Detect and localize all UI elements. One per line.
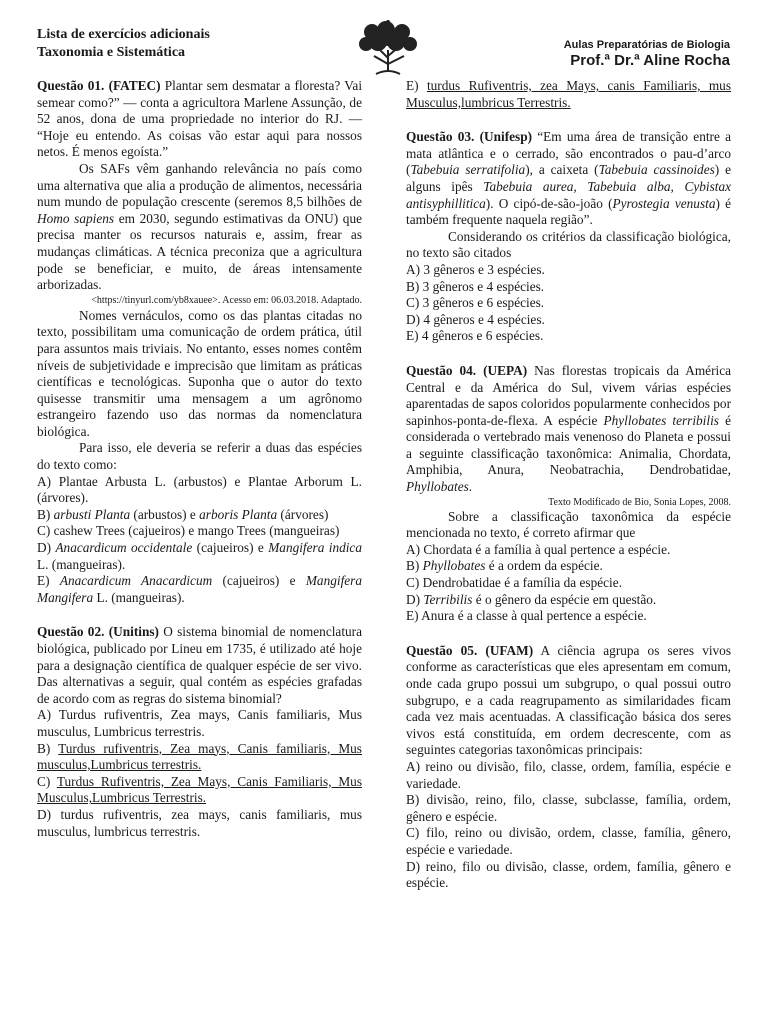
q3-text-e: ) é também frequente naquela região”. <box>406 195 732 228</box>
q5-option-c: C) filo, reino ou divisão, ordem, classe, família, gênero, espécie e variedade. <box>406 825 731 857</box>
q3-text-d: ). O cipó-de-são-joão ( <box>485 195 613 211</box>
q1-b-pre: B) <box>37 506 54 522</box>
q2-option-b <box>37 741 362 774</box>
question-1-source: <https://tinyurl.com/yb8xauee>. Acesso em: 06.03.2018. Adaptado. <box>91 294 362 306</box>
q2-option-c <box>37 774 362 807</box>
title-line-1: Lista de exercícios adicionais <box>37 27 210 42</box>
q4-i1: Phyllobates terribilis <box>603 412 719 428</box>
question-2-intro <box>37 624 362 707</box>
q1-homo-sapiens: Homo sapiens <box>37 210 115 226</box>
q1-d-mid: (cajueiros) e <box>192 540 269 556</box>
q2-option-a: A) Turdus rufiventris, Zea mays, Canis familiaris, Mus musculus, Lumbricus terrestris. <box>37 707 362 739</box>
title-line-2: Taxonomia e Sistemática <box>37 45 186 60</box>
q4-i2: Phyllobates <box>406 479 469 495</box>
q3-option-c: C) 3 gêneros e 6 espécies. <box>406 295 545 311</box>
q3-i4: Pyrostegia venusta <box>612 195 716 211</box>
q1-text2b: em 2030, segundo estimativas da ONU) que precisa manter os recursos naturais e, assim, frear as mudanças climáticas. A técnica preconiza que a agricultura pode se beneficiar, e muito, de áreas intensamente arborizadas. <box>37 210 362 293</box>
q1-text2a: Os SAFs vêm ganhando relevância no país como uma alternativa que alia a produção de alimentos, necessária num mundo de população crescente (seremos 8,5 bilhões de <box>37 160 362 210</box>
q1-b-post: (árvores) <box>277 506 329 522</box>
q2-option-d: D) turdus rufiventris, zea mays, canis familiaris, mus musculus, lumbricus terrestris. <box>37 806 362 839</box>
q1-option-d <box>37 540 362 573</box>
q4-option-c: C) Dendrobatidae é a família da espécie. <box>406 575 622 591</box>
q3-text-c: ) e alguns ipês <box>406 162 732 194</box>
q4-option-b <box>406 558 731 575</box>
q3-i3: Tabebuia aurea, Tabebuia alba, Cybistax antisyphillitica <box>406 178 731 211</box>
question-1-text-1: Plantar sem desmatar a floresta? Vai semear como?” — conta a agricultora Marlene Assunção, de 52 anos, dona de uma propriedade no interior do RJ. — “Hoje eu entendo. As coisas vão estar aqui para nossos netos. É menos egoísta.” <box>37 78 363 160</box>
q4-d-post: é o gênero da espécie em questão. <box>472 591 657 607</box>
left-column <box>37 78 362 840</box>
q1-option-a: A) Plantae Arbusta L. (arbustos) e Plantae Arborum L. (árvores). <box>37 473 362 506</box>
q3-i1: Tabebuia serratifolia <box>410 162 526 178</box>
q4-d-pre: D) <box>406 591 424 607</box>
q4-option-d <box>406 592 731 609</box>
question-3-intro <box>406 129 731 229</box>
tree-logo-icon <box>352 16 424 80</box>
question-3-prompt: Considerando os critérios da classificação biológica, no texto são citados <box>406 228 731 261</box>
q1-option-c: C) cashew Trees (cajueiros) e mango Trees (mangueiras) <box>37 523 340 539</box>
q1-d-i1: Anacardicum occidentale <box>55 540 193 556</box>
q5-option-b: B) divisão, reino, filo, classe, subclasse, família, ordem, gênero e espécie. <box>406 792 731 824</box>
q1-option-b <box>37 507 362 524</box>
q2-c-text: Turdus Rufiventris, Zea Mays, Canis Familiaris, Mus Musculus,Lumbricus Terrestris. <box>37 773 362 806</box>
q3-option-b: B) 3 gêneros e 4 espécies. <box>406 278 545 294</box>
question-4-source: Texto Modificado de Bio, Sonia Lopes, 2008. <box>548 496 731 508</box>
question-4-prompt: Sobre a classificação taxonômica da espécie mencionada no texto, é correto afirmar que <box>406 508 731 541</box>
q4-b-i: Phyllobates <box>422 558 486 574</box>
q2-e-text: turdus Rufiventris, zea Mays, canis Familiaris, mus Musculus,lumbricus Terrestris. <box>406 78 732 110</box>
question-2-text: O sistema binomial de nomenclatura biológica, publicado por Lineu em 1735, é utilizado até hoje para a designação científica de qualquer espécie de ser vivo. Das alternativas a seguir, qual contém as espécies grafadas de acordo com as regras do sistema binomial? <box>37 624 362 706</box>
q2-e-pre: E) <box>406 78 427 93</box>
q4-b-post: é a ordem da espécie. <box>485 558 603 574</box>
q3-text-a: “Em uma área de transição entre a mata atlântica e o cerrado, são encontrados o pau-d’arco ( <box>406 129 731 178</box>
q1-b-i2: arboris Planta <box>199 506 278 522</box>
right-column <box>406 78 731 892</box>
question-1-intro <box>37 78 362 161</box>
q4-option-e: E) Anura é a classe à qual pertence a espécie. <box>406 608 647 624</box>
question-1-paragraph-2 <box>37 161 362 294</box>
q1-e-mid: (cajueiros) e <box>212 573 306 589</box>
q1-e-i2: Mangifera Mangifera <box>37 573 362 605</box>
q1-e-pre: E) <box>37 573 60 589</box>
question-1-paragraph-3: Nomes vernáculos, como os das plantas citadas no texto, possibilitam uma comunicação de ordem prática, útil para assuntos mais triviais. No entanto, esses nomes contêm níveis de subjetividade e imprecisão que limitam as práticas científicas e tecnológicas. Suponha que o autor do texto quisesse transmitir uma mensagem a um agrônomo estrangeiro fazendo uso das normas da nomenclatura biológica. <box>37 307 362 439</box>
q1-option-e <box>37 573 362 606</box>
q1-b-mid: (arbustos) e <box>130 506 200 522</box>
q4-b-pre: B) <box>406 558 423 574</box>
teacher-name: Prof.ª Dr.ª Aline Rocha <box>570 52 730 69</box>
question-2-label: Questão 02. (Unitins) <box>37 624 159 640</box>
q3-option-e: E) 4 gêneros e 6 espécies. <box>406 328 544 344</box>
q3-option-a: A) 3 gêneros e 3 espécies. <box>406 261 545 277</box>
q1-d-i2: Mangifera indica <box>268 540 362 556</box>
q2-b-text: Turdus rufiventris, Zea mays, Canis familiaris, Mus musculus,Lumbricus terrestris. <box>37 740 362 773</box>
q1-b-i1: arbusti Planta <box>53 506 131 522</box>
question-1-prompt: Para isso, ele deveria se referir a duas das espécies do texto como: <box>37 440 362 473</box>
q3-text-b: ), a caixeta ( <box>525 162 599 178</box>
q1-e-i1: Anacardicum Anacardicum <box>59 573 213 589</box>
q5-option-a: A) reino ou divisão, filo, classe, ordem, família, espécie e variedade. <box>406 758 731 791</box>
q1-e-post: L. (mangueiras). <box>93 589 185 605</box>
question-5-label: Questão 05. (UFAM) <box>406 642 534 658</box>
q2-c-pre: C) <box>37 773 57 789</box>
question-3-label: Questão 03. (Unifesp) <box>406 129 533 145</box>
q4-option-a: A) Chordata é a família à qual pertence a espécie. <box>406 541 671 557</box>
q4-text-c: . <box>468 479 473 495</box>
q5-option-d: D) reino, filo ou divisão, classe, ordem, família, gênero e espécie. <box>406 858 731 891</box>
q3-option-d: D) 4 gêneros e 4 espécies. <box>406 311 545 327</box>
q1-d-pre: D) <box>37 540 56 556</box>
q2-b-pre: B) <box>37 740 59 756</box>
q3-i2: Tabebuia cassinoides <box>598 162 715 178</box>
question-5-intro <box>406 643 731 759</box>
q4-text-b: é considerada o vertebrado mais venenoso do Planeta e possui a seguinte classificação taxonômica: Animalia, Chordata, Amphibia, Anura, Neobatrachia, Dendrobatidae, <box>406 412 731 478</box>
q1-d-post: L. (mangueiras). <box>37 556 126 572</box>
question-4-label: Questão 04. (UEPA) <box>406 362 528 378</box>
course-header <box>564 38 730 70</box>
course-name: Aulas Preparatórias de Biologia <box>563 39 730 51</box>
q4-d-i: Terribilis <box>423 591 473 607</box>
q2-option-e <box>406 78 731 111</box>
question-1-label: Questão 01. (FATEC) <box>37 78 161 93</box>
question-4-intro <box>406 363 731 496</box>
document-title <box>37 26 210 62</box>
q4-text-a: Nas florestas tropicais da América Central e da América do Sul, vivem várias espécies aparentadas de sapos coloridos popularmente conhecidos por sapinhos-ponta-de-flexa. A espécie <box>406 362 731 428</box>
question-5-text: A ciência agrupa os seres vivos conforme as características que eles apresentam em comum, onde cada grupo possui um subgrupo, o qual possui outro subgrupo, e a cada reagrupamento as similaridades ficam cada vez mais acentuadas. A classificação básica dos seres vivos está constituída, em ordem decrescente, com as seguintes categorias taxonômicas principais: <box>406 642 732 758</box>
